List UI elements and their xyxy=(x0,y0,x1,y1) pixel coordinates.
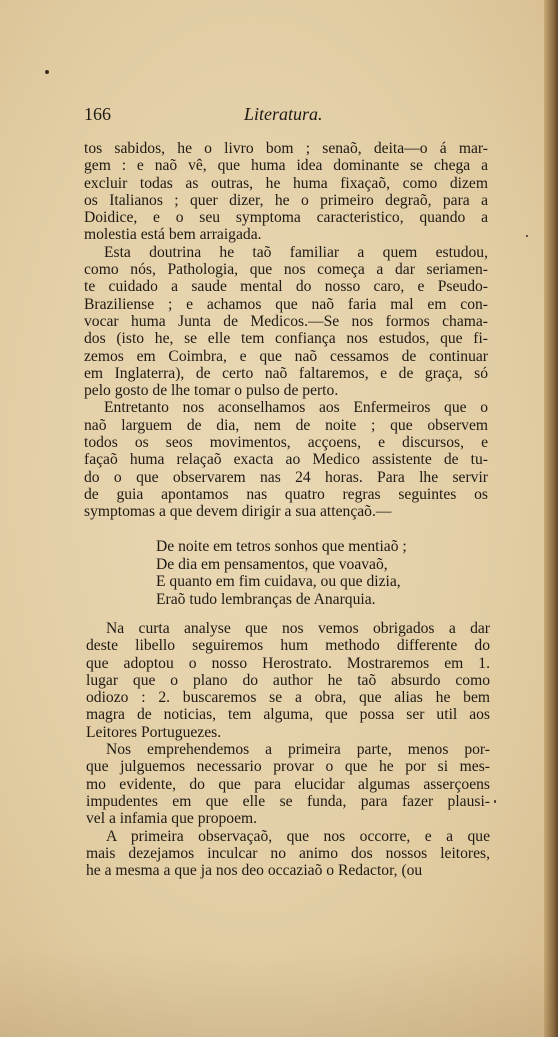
verse-quotation xyxy=(156,538,407,608)
text-line: Doidice, e o seu symptoma caracteristico, quando a xyxy=(84,209,488,227)
text-line: Leitores Portuguezes. xyxy=(86,723,222,741)
text-line: façaõ huma relaçaõ exacta ao Medico assistente de tu- xyxy=(84,451,488,469)
text-line: Entretanto nos aconselhamos aos Enfermeiros que o xyxy=(104,399,488,417)
ink-spot xyxy=(526,235,528,237)
text-line: mais dezejamos inculcar no animo dos nossos leitores, xyxy=(86,844,490,862)
body-text-part-1 xyxy=(84,140,488,521)
text-line: impudentes em que elle se funda, para fazer plausi- xyxy=(86,792,490,810)
page-header xyxy=(84,104,488,130)
text-line: he a mesma a que ja nos deo occaziaõ o Redactor, (ou xyxy=(86,862,423,880)
text-line: excluir todas as outras, he huma fixaçaõ, como dizem xyxy=(84,174,488,192)
text-line: magra de noticias, tem alguma, que possa ser util aos xyxy=(86,706,490,724)
text-line: pelo gosto de lhe tomar o pulso de perto. xyxy=(84,382,339,400)
text-line: deste libello seguiremos hum methodo differente do xyxy=(86,637,490,655)
page-number: 166 xyxy=(84,104,111,124)
text-line: te cuidado a saude mental do nosso caro, e Pseudo- xyxy=(84,278,488,296)
text-line: todos os seos movimentos, acçoens, e discursos, e xyxy=(84,434,488,452)
text-line: lugar que o plano do author he taõ absurdo como xyxy=(86,671,490,689)
running-title: Literatura. xyxy=(244,104,323,124)
text-line: Na curta analyse que nos vemos obrigados a dar xyxy=(106,620,490,637)
text-line: vocar huma Junta de Medicos.—Se nos formos chama- xyxy=(84,312,488,330)
body-text-part-2 xyxy=(86,620,490,879)
verse-line: De dia em pensamentos, que voavaõ, xyxy=(156,555,388,573)
text-line: molestia está bem arraigada. xyxy=(84,226,262,244)
page-edge-shadow xyxy=(544,0,558,1037)
text-line: Braziliense ; e achamos que naõ faria mal em con- xyxy=(84,295,488,313)
verse-line: De noite em tetros sonhos que mentiaõ ; xyxy=(156,538,407,555)
text-line: como nós, Pathologia, que nos começa a dar seriamen- xyxy=(84,261,488,279)
text-line: que adoptou o nosso Herostrato. Mostraremos em 1. xyxy=(86,654,490,672)
text-line: naõ larguem de dia, nem de noite ; que observem xyxy=(84,416,488,434)
text-line: Nos emprehendemos a primeira parte, menos por- xyxy=(106,741,490,759)
page-bottom-shade xyxy=(0,947,558,1037)
text-line: zemos em Coimbra, e que naõ cessamos de continuar xyxy=(84,347,488,365)
text-line: em Inglaterra), de certo naõ faltaremos, e de graça, só xyxy=(84,364,488,382)
text-line: Esta doutrina he taõ familiar a quem estudou, xyxy=(104,243,488,261)
text-line: vel a infamia que propoem. xyxy=(86,810,258,828)
ink-spot xyxy=(494,800,496,803)
text-line: tos sabidos, he o livro bom ; senaõ, deita—o á mar- xyxy=(84,140,488,157)
text-line: symptomas a que devem dirigir a sua attençaõ.— xyxy=(84,503,392,521)
text-line: do o que observarem nas 24 horas. Para lhe servir xyxy=(84,468,488,486)
text-line: gem : e naõ vê, que huma idea dominante se chega a xyxy=(84,157,488,175)
text-line: que julguemos necessario provar o que he por si mes- xyxy=(86,758,490,776)
ink-spot xyxy=(45,70,49,74)
verse-line: Eraõ tudo lembranças de Anarquia. xyxy=(156,590,376,608)
verse-line: E quanto em fim cuidava, ou que dizia, xyxy=(156,573,401,591)
text-line: dos (isto he, se elle tem confiança nos estudos, que fi- xyxy=(84,330,488,348)
text-line: mo evidente, do que para elucidar algumas asserçoens xyxy=(86,775,490,793)
text-line: A primeira observaçaõ, que nos occorre, e a que xyxy=(106,827,490,845)
text-line: de guia apontamos nas quatro regras seguintes os xyxy=(84,485,488,503)
text-line: os Italianos ; quer dizer, he o primeiro degraõ, para a xyxy=(84,191,488,209)
text-line: odiozo : 2. buscaremos se a obra, que alias he bem xyxy=(86,689,490,707)
